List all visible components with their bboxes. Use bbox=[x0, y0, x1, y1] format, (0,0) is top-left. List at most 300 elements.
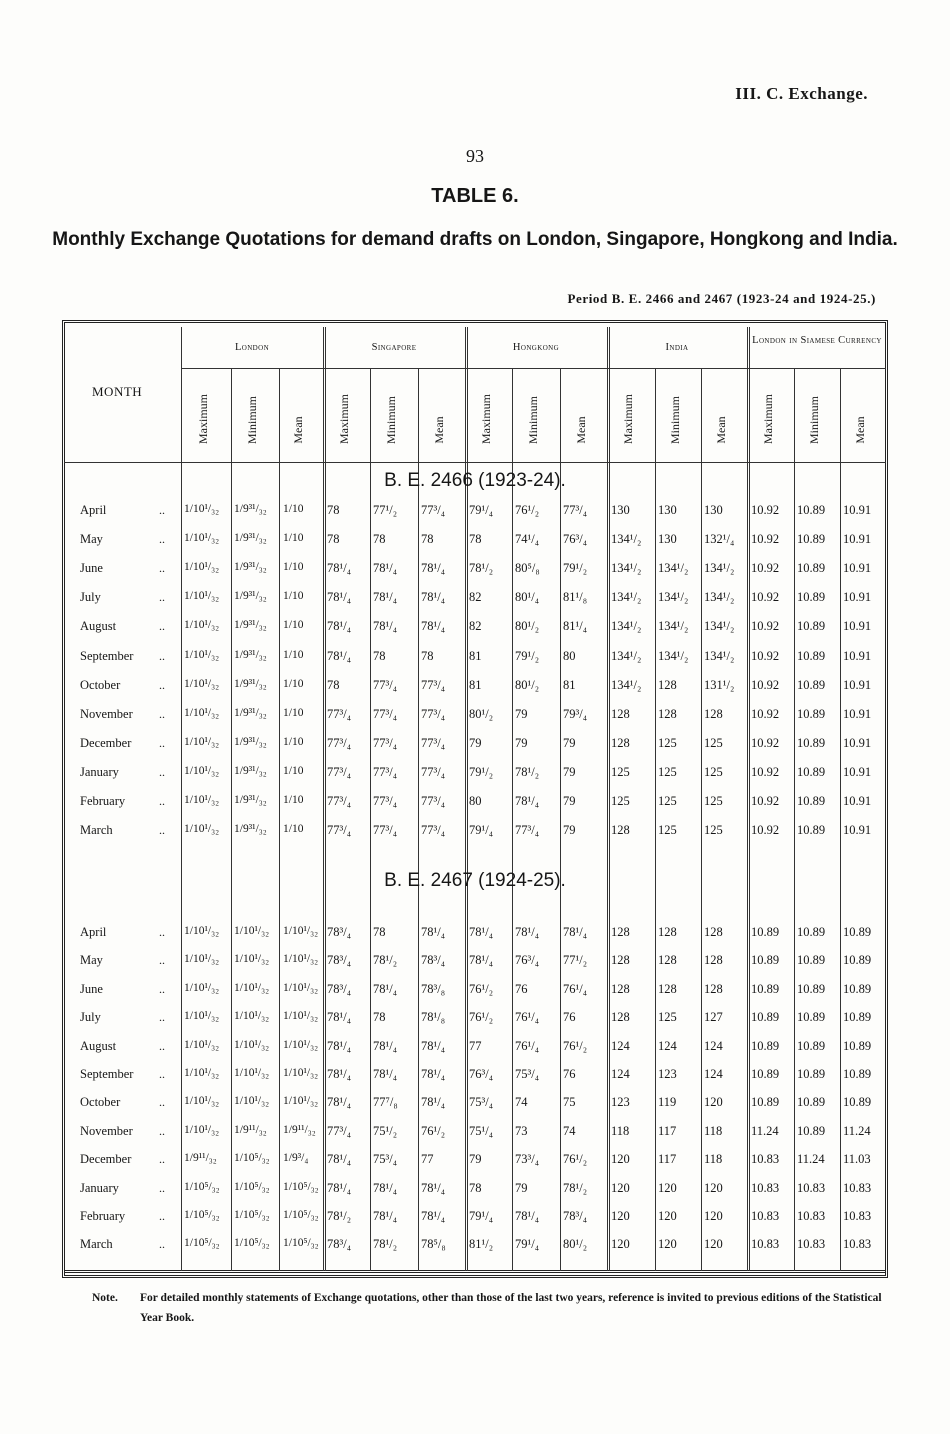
table-cell: 128 bbox=[611, 1010, 630, 1025]
group-header-singapore: Singapore bbox=[371, 342, 417, 353]
leader-dots: .. bbox=[159, 925, 165, 939]
table-cell: 1/9³¹/₃₂ bbox=[234, 619, 267, 632]
table-cell: 77³/₄ bbox=[421, 823, 446, 838]
table-cell: 10.83 bbox=[797, 1237, 826, 1252]
subheader-maximum: Maximum bbox=[761, 394, 775, 444]
table-cell: 1/10⁵/₃₂ bbox=[184, 1237, 220, 1250]
table-cell: 77³/₄ bbox=[327, 823, 352, 838]
table-cell: 1/10¹/₃₂ bbox=[283, 1038, 319, 1051]
table-cell: 125 bbox=[611, 764, 630, 779]
table-cell: 75³/₄ bbox=[515, 1067, 540, 1081]
table-cell: 78¹/₂ bbox=[327, 1209, 352, 1223]
table-cell: 75³/₄ bbox=[373, 1152, 398, 1167]
table-cell: 78¹/₂ bbox=[373, 953, 398, 968]
table-cell: 78¹/₄ bbox=[327, 1067, 352, 1081]
table-cell: 10.89 bbox=[797, 764, 826, 779]
table-cell: 10.83 bbox=[797, 1180, 826, 1195]
table-cell: 79¹/₂ bbox=[515, 648, 540, 663]
table-cell: 134¹/₂ bbox=[704, 619, 735, 634]
table-bottom-rule bbox=[64, 1270, 886, 1273]
table-cell: 78¹/₄ bbox=[563, 925, 588, 939]
table-cell: 1/9³¹/₃₂ bbox=[234, 532, 267, 545]
table-row bbox=[64, 1237, 886, 1261]
table-cell: 128 bbox=[704, 953, 723, 968]
table-cell: 78 bbox=[421, 648, 434, 663]
month-label: June bbox=[80, 561, 103, 576]
table-cell: 77³/₄ bbox=[563, 503, 588, 517]
table-cell: 128 bbox=[611, 735, 630, 750]
table-cell: 10.91 bbox=[843, 619, 872, 634]
table-cell: 10.89 bbox=[751, 1095, 780, 1110]
table-cell: 10.89 bbox=[843, 1010, 872, 1025]
table-cell: 117 bbox=[658, 1123, 677, 1138]
leader-dots: .. bbox=[159, 648, 165, 663]
table-cell: 1/10¹/₃₂ bbox=[184, 925, 220, 937]
table-cell: 128 bbox=[658, 953, 677, 968]
table-cell: 77³/₄ bbox=[515, 823, 540, 838]
table-cell: 75³/₄ bbox=[469, 1095, 494, 1110]
table-cell: 1/9³¹/₃₂ bbox=[234, 823, 267, 836]
table-cell: 77³/₄ bbox=[421, 794, 446, 808]
subheader-mean: Mean bbox=[432, 416, 446, 444]
table-cell: 79 bbox=[515, 1180, 528, 1195]
table-cell: 127 bbox=[704, 1010, 723, 1025]
table-cell: 78¹/₄ bbox=[327, 1010, 352, 1025]
table-cell: 125 bbox=[704, 823, 723, 838]
table-cell: 1/10 bbox=[283, 794, 304, 806]
table-cell: 119 bbox=[658, 1095, 677, 1110]
subheader-minimum: Minimum bbox=[807, 395, 821, 444]
table-cell: 76¹/₂ bbox=[469, 981, 494, 996]
table-cell: 120 bbox=[704, 1237, 723, 1252]
table-cell: 80 bbox=[469, 794, 482, 808]
table-cell: 78¹/₄ bbox=[373, 1209, 398, 1223]
table-cell: 79¹/₄ bbox=[515, 1237, 540, 1252]
table-cell: 10.83 bbox=[843, 1209, 872, 1223]
table-cell: 80¹/₂ bbox=[563, 1237, 588, 1252]
table-cell: 1/10¹/₃₂ bbox=[234, 953, 270, 966]
table-cell: 77³/₄ bbox=[327, 764, 352, 779]
table-cell: 10.89 bbox=[751, 925, 780, 939]
table-cell: 79¹/₄ bbox=[469, 1209, 494, 1223]
table-cell: 78¹/₄ bbox=[373, 619, 398, 634]
table-cell: 78 bbox=[373, 648, 386, 663]
table-cell: 78¹/₄ bbox=[421, 619, 446, 634]
table-cell: 80¹/₄ bbox=[515, 590, 540, 605]
table-cell: 1/10⁵/₃₂ bbox=[234, 1180, 270, 1193]
table-cell: 10.91 bbox=[843, 590, 872, 605]
table-cell: 1/10¹/₃₂ bbox=[184, 823, 220, 836]
table-cell: 1/10¹/₃₂ bbox=[283, 953, 319, 966]
subheader-maximum: Maximum bbox=[479, 394, 493, 444]
table-cell: 1/10¹/₃₂ bbox=[184, 1095, 220, 1108]
table-row bbox=[64, 925, 886, 949]
table-cell: 10.92 bbox=[751, 648, 780, 663]
table-cell: 10.89 bbox=[797, 532, 826, 547]
table-cell: 130 bbox=[658, 532, 677, 547]
table-cell: 81¹/₈ bbox=[563, 590, 588, 605]
group-header-london: London bbox=[234, 342, 270, 353]
table-cell: 78 bbox=[421, 532, 434, 547]
table-cell: 1/10¹/₃₂ bbox=[283, 1010, 319, 1023]
table-cell: 75 bbox=[563, 1095, 576, 1110]
month-label: January bbox=[80, 764, 119, 779]
table-cell: 1/10 bbox=[283, 706, 304, 719]
table-cell: 77¹/₂ bbox=[373, 503, 398, 517]
table-cell: 80¹/₂ bbox=[469, 706, 494, 721]
table-cell: 10.89 bbox=[797, 953, 826, 968]
table-cell: 77³/₄ bbox=[373, 823, 398, 838]
table-cell: 1/9³¹/₃₂ bbox=[234, 764, 267, 777]
table-cell: 80⁵/₈ bbox=[515, 561, 540, 576]
section-label: III. C. Exchange. bbox=[735, 84, 868, 103]
table-cell: 120 bbox=[611, 1237, 630, 1252]
table-cell: 1/10¹/₃₂ bbox=[234, 1095, 270, 1108]
table-cell: 76 bbox=[563, 1067, 576, 1081]
table-cell: 134¹/₂ bbox=[704, 561, 735, 576]
table-cell: 10.92 bbox=[751, 503, 780, 517]
table-cell: 10.91 bbox=[843, 764, 872, 779]
table-cell: 134¹/₂ bbox=[611, 561, 642, 576]
table-cell: 125 bbox=[704, 735, 723, 750]
table-cell: 123 bbox=[611, 1095, 630, 1110]
table-cell: 1/10¹/₃₂ bbox=[184, 1038, 220, 1051]
month-label: October bbox=[80, 677, 121, 692]
leader-dots: .. bbox=[159, 590, 165, 605]
table-row bbox=[64, 590, 886, 614]
table-cell: 81 bbox=[563, 677, 576, 692]
table-cell: 10.92 bbox=[751, 590, 780, 605]
table-row bbox=[64, 678, 886, 702]
table-cell: 1/10¹/₃₂ bbox=[234, 1010, 270, 1023]
table-row bbox=[64, 736, 886, 760]
table-cell: 78¹/₄ bbox=[373, 561, 398, 576]
table-row bbox=[64, 1152, 886, 1176]
table-cell: 1/10 bbox=[283, 764, 304, 777]
table-cell: 124 bbox=[611, 1038, 630, 1053]
table-cell: 10.91 bbox=[843, 648, 872, 663]
table-row bbox=[64, 707, 886, 731]
leader-dots: .. bbox=[159, 619, 165, 634]
table-cell: 78¹/₄ bbox=[373, 590, 398, 605]
table-cell: 1/10⁵/₃₂ bbox=[184, 1180, 220, 1193]
table-row bbox=[64, 765, 886, 789]
table-cell: 1/9³¹/₃₂ bbox=[234, 590, 267, 603]
table-cell: 76¹/₂ bbox=[563, 1038, 588, 1053]
group-header-rule bbox=[181, 368, 886, 369]
table-cell: 78¹/₄ bbox=[515, 794, 540, 808]
month-label: March bbox=[80, 823, 113, 838]
table-cell: 10.83 bbox=[751, 1237, 780, 1252]
subheader-minimum: Minimum bbox=[526, 395, 540, 444]
table-cell: 10.83 bbox=[751, 1180, 780, 1195]
table-cell: 134¹/₂ bbox=[658, 561, 689, 576]
table-cell: 1/10¹/₃₂ bbox=[184, 1010, 220, 1023]
table-cell: 11.24 bbox=[843, 1123, 871, 1138]
table-cell: 134¹/₂ bbox=[611, 619, 642, 634]
table-cell: 1/10 bbox=[283, 532, 304, 545]
leader-dots: .. bbox=[159, 764, 165, 779]
table-cell: 78 bbox=[469, 1180, 482, 1195]
table-cell: 77³/₄ bbox=[421, 735, 446, 750]
table-cell: 75¹/₂ bbox=[373, 1123, 398, 1138]
table-cell: 78¹/₄ bbox=[373, 981, 398, 996]
table-cell: 1/10⁵/₃₂ bbox=[234, 1152, 270, 1165]
table-cell: 78¹/₄ bbox=[327, 1095, 352, 1110]
table-cell: 10.89 bbox=[797, 561, 826, 576]
table-cell: 130 bbox=[704, 503, 723, 517]
table-cell: 79 bbox=[469, 1152, 482, 1167]
table-cell: 1/10¹/₃₂ bbox=[283, 925, 319, 937]
table-cell: 1/9¹¹/₃₂ bbox=[234, 1123, 267, 1136]
table-cell: 77³/₄ bbox=[327, 794, 352, 808]
table-cell: 128 bbox=[658, 925, 677, 939]
table-cell: 76¹/₂ bbox=[563, 1152, 588, 1167]
table-cell: 1/10¹/₃₂ bbox=[184, 619, 220, 632]
table-cell: 78 bbox=[373, 532, 386, 547]
table-row bbox=[64, 1010, 886, 1034]
table-cell: 76³/₄ bbox=[515, 953, 540, 968]
month-label: February bbox=[80, 1209, 126, 1223]
section-heading-2466: B. E. 2466 (1923-24). bbox=[384, 470, 566, 491]
table-cell: 125 bbox=[704, 794, 723, 808]
table-cell: 10.89 bbox=[797, 1010, 826, 1025]
table-cell: 134¹/₂ bbox=[704, 590, 735, 605]
table-cell: 78³/₄ bbox=[327, 925, 352, 939]
table-cell: 120 bbox=[704, 1209, 723, 1223]
table-cell: 79 bbox=[563, 794, 576, 808]
leader-dots: .. bbox=[159, 706, 165, 721]
table-cell: 128 bbox=[704, 925, 723, 939]
month-label: December bbox=[80, 735, 132, 750]
group-header-london-siamese: London in Siamese Currency bbox=[752, 335, 882, 346]
subheader-maximum: Maximum bbox=[621, 394, 635, 444]
table-cell: 79¹/₄ bbox=[469, 823, 494, 838]
leader-dots: .. bbox=[159, 1209, 165, 1223]
table-cell: 1/10¹/₃₂ bbox=[184, 953, 220, 966]
table-cell: 1/10¹/₃₂ bbox=[184, 503, 220, 515]
table-cell: 78³/₄ bbox=[421, 953, 446, 968]
subheader-minimum: Minimum bbox=[384, 395, 398, 444]
table-cell: 1/10 bbox=[283, 648, 304, 661]
table-cell: 1/10⁵/₃₂ bbox=[283, 1237, 319, 1250]
table-cell: 10.89 bbox=[797, 794, 826, 808]
page-number: 93 bbox=[466, 146, 484, 166]
table-cell: 78¹/₂ bbox=[373, 1237, 398, 1252]
table-cell: 124 bbox=[658, 1038, 677, 1053]
table-cell: 124 bbox=[704, 1067, 723, 1081]
table-cell: 130 bbox=[658, 503, 677, 517]
table-cell: 10.89 bbox=[797, 823, 826, 838]
table-cell: 1/10¹/₃₂ bbox=[184, 735, 220, 748]
table-cell: 78¹/₄ bbox=[421, 1180, 446, 1195]
month-label: April bbox=[80, 503, 107, 517]
table-cell: 131¹/₂ bbox=[704, 677, 735, 692]
month-column-header: MONTH bbox=[92, 384, 143, 399]
table-cell: 1/10¹/₃₂ bbox=[184, 590, 220, 603]
table-cell: 120 bbox=[611, 1152, 630, 1167]
table-cell: 10.89 bbox=[797, 590, 826, 605]
table-cell: 76¹/₄ bbox=[515, 1038, 540, 1053]
month-label: March bbox=[80, 1237, 113, 1252]
table-cell: 1/10¹/₃₂ bbox=[184, 648, 220, 661]
section-heading-2467: B. E. 2467 (1924-25). bbox=[384, 870, 566, 891]
table-cell: 1/10¹/₃₂ bbox=[184, 706, 220, 719]
month-label: September bbox=[80, 648, 134, 663]
table-row bbox=[64, 1209, 886, 1233]
month-label: April bbox=[80, 925, 107, 939]
table-cell: 10.89 bbox=[797, 648, 826, 663]
group-header-hongkong: Hongkong bbox=[512, 342, 560, 353]
table-cell: 77³/₄ bbox=[421, 706, 446, 721]
table-cell: 78¹/₄ bbox=[327, 561, 352, 576]
table-cell: 1/9³¹/₃₂ bbox=[234, 677, 267, 690]
table-cell: 76¹/₄ bbox=[563, 981, 588, 996]
table-cell: 76³/₄ bbox=[469, 1067, 494, 1081]
table-cell: 79¹/₂ bbox=[563, 561, 588, 576]
table-cell: 73³/₄ bbox=[515, 1152, 540, 1167]
table-cell: 78¹/₄ bbox=[327, 1038, 352, 1053]
table-subtitle: Monthly Exchange Quotations for demand drafts on London, Singapore, Hongkong and India. bbox=[52, 229, 898, 250]
table-cell: 1/10⁵/₃₂ bbox=[234, 1237, 270, 1250]
table-cell: 79 bbox=[469, 735, 482, 750]
table-cell: 78¹/₄ bbox=[327, 619, 352, 634]
table-cell: 10.92 bbox=[751, 823, 780, 838]
table-row bbox=[64, 1039, 886, 1063]
leader-dots: .. bbox=[159, 1095, 165, 1110]
table-cell: 82 bbox=[469, 590, 482, 605]
table-cell: 134¹/₂ bbox=[611, 590, 642, 605]
table-cell: 79¹/₄ bbox=[469, 503, 494, 517]
table-cell: 80¹/₂ bbox=[515, 677, 540, 692]
table-cell: 10.89 bbox=[751, 1010, 780, 1025]
table-cell: 1/10¹/₃₂ bbox=[184, 794, 220, 806]
table-cell: 1/10¹/₃₂ bbox=[184, 677, 220, 690]
table-cell: 78 bbox=[373, 1010, 386, 1025]
table-cell: 10.83 bbox=[843, 1180, 872, 1195]
subheader-mean: Mean bbox=[714, 416, 728, 444]
table-cell: 128 bbox=[611, 953, 630, 968]
table-row bbox=[64, 823, 886, 847]
table-cell: 10.89 bbox=[751, 953, 780, 968]
table-cell: 10.92 bbox=[751, 706, 780, 721]
table-cell: 78¹/₄ bbox=[421, 925, 446, 939]
table-cell: 1/9³¹/₃₂ bbox=[234, 735, 267, 748]
table-row bbox=[64, 532, 886, 556]
table-cell: 10.92 bbox=[751, 735, 780, 750]
table-cell: 78³/₈ bbox=[421, 981, 446, 996]
table-cell: 10.89 bbox=[843, 1067, 872, 1081]
table-cell: 79 bbox=[563, 764, 576, 779]
table-cell: 78¹/₂ bbox=[563, 1180, 588, 1195]
table-cell: 10.89 bbox=[843, 1095, 872, 1110]
table-cell: 1/10 bbox=[283, 561, 304, 574]
table-cell: 1/9³¹/₃₂ bbox=[234, 648, 267, 661]
table-cell: 77³/₄ bbox=[421, 503, 446, 517]
table-cell: 128 bbox=[704, 706, 723, 721]
column-header-rule bbox=[64, 462, 886, 463]
table-cell: 10.92 bbox=[751, 561, 780, 576]
table-cell: 1/10¹/₃₂ bbox=[283, 1067, 319, 1079]
table-cell: 77³/₄ bbox=[421, 764, 446, 779]
table-cell: 11.24 bbox=[751, 1123, 779, 1138]
table-cell: 1/10⁵/₃₂ bbox=[184, 1209, 220, 1221]
table-cell: 78¹/₄ bbox=[421, 1095, 446, 1110]
footnote bbox=[92, 1288, 882, 1324]
table-cell: 1/9³¹/₃₂ bbox=[234, 503, 267, 515]
table-cell: 1/10¹/₃₂ bbox=[234, 1038, 270, 1051]
table-cell: 10.89 bbox=[797, 735, 826, 750]
table-cell: 76¹/₂ bbox=[469, 1010, 494, 1025]
table-cell: 134¹/₂ bbox=[611, 677, 642, 692]
table-cell: 74 bbox=[563, 1123, 576, 1138]
table-cell: 1/9¹¹/₃₂ bbox=[283, 1123, 316, 1136]
table-cell: 1/9³/₄ bbox=[283, 1152, 309, 1165]
table-cell: 123 bbox=[658, 1067, 677, 1081]
table-row bbox=[64, 794, 886, 818]
month-label: January bbox=[80, 1180, 119, 1195]
table-cell: 1/9¹¹/₃₂ bbox=[184, 1152, 217, 1165]
table-cell: 78¹/₄ bbox=[327, 1180, 352, 1195]
table-cell: 1/10¹/₃₂ bbox=[234, 1067, 270, 1079]
table-cell: 78¹/₄ bbox=[421, 1209, 446, 1223]
table-cell: 80 bbox=[563, 648, 576, 663]
footnote-label: Note. bbox=[92, 1292, 118, 1304]
leader-dots: .. bbox=[159, 1038, 165, 1053]
table-cell: 10.89 bbox=[797, 677, 826, 692]
table-cell: 78³/₄ bbox=[327, 981, 352, 996]
table-cell: 78¹/₄ bbox=[421, 1067, 446, 1081]
table-cell: 1/9³¹/₃₂ bbox=[234, 561, 267, 574]
subheader-mean: Mean bbox=[291, 416, 305, 444]
subheader-mean: Mean bbox=[853, 416, 867, 444]
subheader-minimum: Minimum bbox=[245, 395, 259, 444]
table-cell: 78¹/₄ bbox=[421, 1038, 446, 1053]
table-row bbox=[64, 1124, 886, 1148]
month-label: February bbox=[80, 794, 126, 808]
table-cell: 128 bbox=[611, 823, 630, 838]
month-label: May bbox=[80, 532, 103, 547]
table-row bbox=[64, 503, 886, 527]
table-cell: 80¹/₂ bbox=[515, 619, 540, 634]
table-cell: 77³/₄ bbox=[373, 706, 398, 721]
footnote-text: For detailed monthly statements of Exchange quotations, other than those of the last two years, reference is invited to previous editions of the Statistical Year Book. bbox=[140, 1292, 882, 1324]
table-cell: 10.92 bbox=[751, 794, 780, 808]
table-row bbox=[64, 982, 886, 1006]
table-cell: 78¹/₄ bbox=[421, 590, 446, 605]
table-cell: 10.89 bbox=[751, 1038, 780, 1053]
table-cell: 120 bbox=[704, 1180, 723, 1195]
table-cell: 1/10¹/₃₂ bbox=[184, 981, 220, 994]
table-cell: 78¹/₄ bbox=[373, 1038, 398, 1053]
table-row bbox=[64, 1067, 886, 1091]
table-cell: 78³/₄ bbox=[327, 953, 352, 968]
table-cell: 10.89 bbox=[751, 1067, 780, 1081]
table-row bbox=[64, 953, 886, 977]
leader-dots: .. bbox=[159, 981, 165, 996]
table-cell: 10.92 bbox=[751, 619, 780, 634]
table-cell: 10.89 bbox=[797, 706, 826, 721]
table-cell: 1/9³¹/₃₂ bbox=[234, 794, 267, 806]
table-cell: 78¹/₄ bbox=[373, 1067, 398, 1081]
subheader-minimum: Minimum bbox=[668, 395, 682, 444]
table-cell: 78⁵/₈ bbox=[421, 1237, 446, 1252]
leader-dots: .. bbox=[159, 561, 165, 576]
table-cell: 77³/₄ bbox=[373, 677, 398, 692]
table-row bbox=[64, 649, 886, 673]
table-cell: 1/10 bbox=[283, 503, 304, 515]
table-cell: 120 bbox=[704, 1095, 723, 1110]
